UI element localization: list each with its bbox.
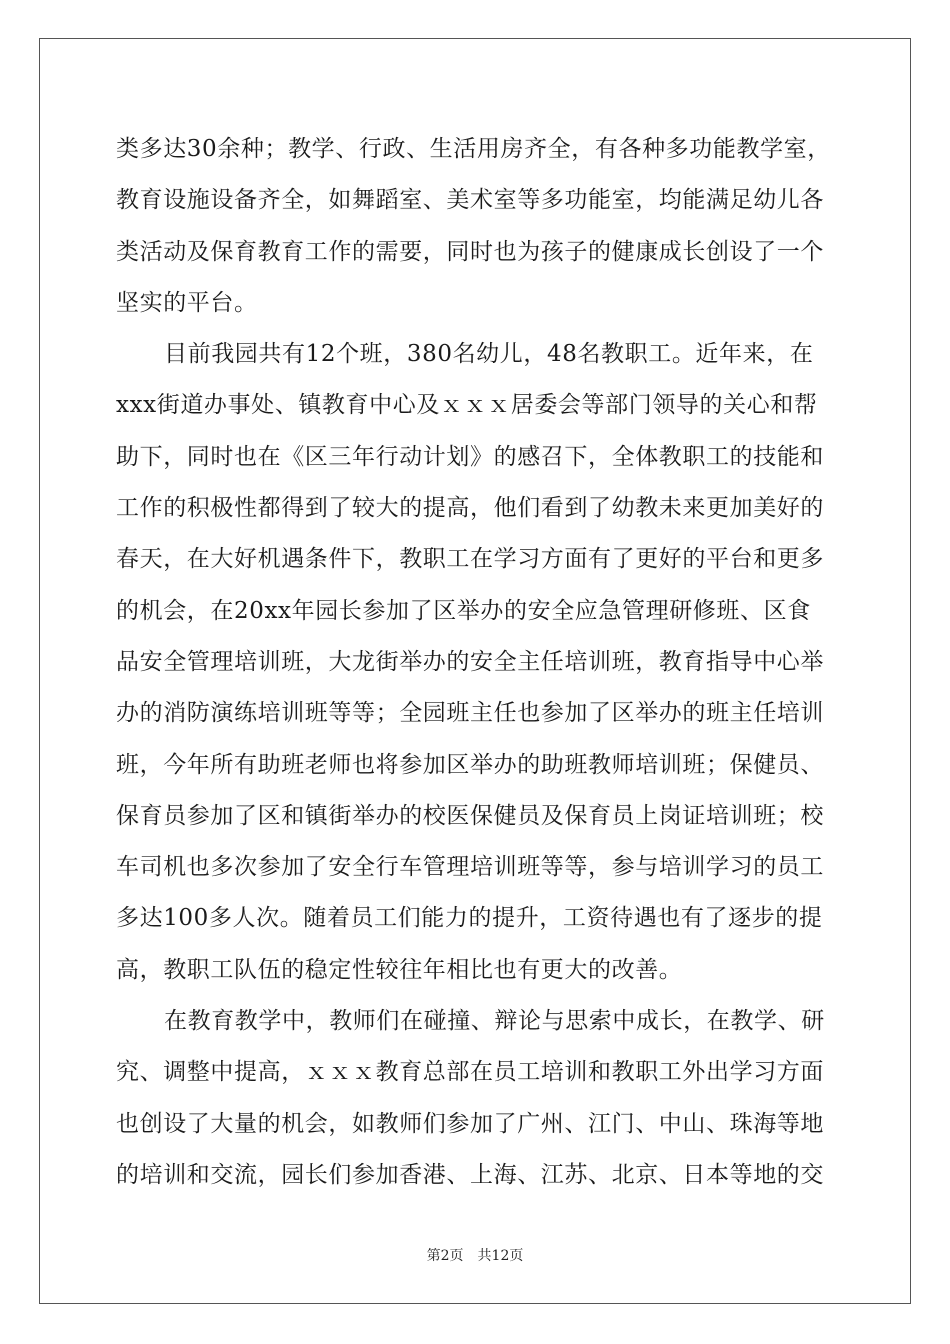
- text-line: 多达100多人次。随着员工们能力的提升，工资待遇也有了逐步的提: [116, 905, 823, 932]
- text-line: 目前我园共有12个班，380名幼儿，48名教职工。近年来，在: [164, 341, 814, 368]
- text-line: 保育员参加了区和镇街举办的校医保健员及保育员上岗证培训班；校: [116, 802, 824, 829]
- text-line: 高，教职工队伍的稳定性较往年相比也有更大的改善。: [116, 956, 683, 983]
- text-line: 车司机也多次参加了安全行车管理培训班等等，参与培训学习的员工: [116, 854, 824, 881]
- text-line: 助下，同时也在《区三年行动计划》的感召下，全体教职工的技能和: [116, 443, 824, 470]
- text-line: 在教育教学中，教师们在碰撞、辩论与思索中成长，在教学、研: [164, 1008, 825, 1035]
- text-line: 坚实的平台。: [116, 289, 258, 316]
- text-line: 的培训和交流，园长们参加香港、上海、江苏、北京、日本等地的交: [116, 1161, 824, 1188]
- text-line: 工作的积极性都得到了较大的提高，他们看到了幼教未来更加美好的: [116, 495, 824, 522]
- text-line: 类多达30余种；教学、行政、生活用房齐全，有各种多功能教学室，: [116, 136, 831, 162]
- text-line: 究、调整中提高，ｘｘｘ教育总部在员工培训和教职工外出学习方面: [116, 1059, 824, 1086]
- text-line: 班，今年所有助班老师也将参加区举办的助班教师培训班；保健员、: [116, 751, 824, 778]
- text-line: 类活动及保育教育工作的需要，同时也为孩子的健康成长创设了一个: [116, 238, 824, 265]
- text-line: 春天，在大好机遇条件下，教职工在学习方面有了更好的平台和更多: [116, 546, 824, 573]
- text-line: 的机会，在20xx年园长参加了区举办的安全应急管理研修班、区食: [116, 597, 811, 624]
- text-line: 也创设了大量的机会，如教师们参加了广州、江门、中山、珠海等地: [116, 1110, 824, 1137]
- page-footer: [0, 1245, 950, 1265]
- paragraph-3: [116, 996, 836, 1201]
- paragraph-2: [116, 329, 836, 996]
- paragraph-1: [116, 124, 836, 329]
- page-number: 第2页: [426, 1248, 464, 1264]
- text-line: xxx街道办事处、镇教育中心及ｘｘｘ居委会等部门领导的关心和帮: [116, 392, 818, 419]
- page-total: 共12页: [477, 1248, 524, 1264]
- text-line: 办的消防演练培训班等等；全园班主任也参加了区举办的班主任培训: [116, 700, 824, 727]
- text-line: 品安全管理培训班，大龙街举办的安全主任培训班，教育指导中心举: [116, 648, 824, 675]
- text-line: 教育设施设备齐全，如舞蹈室、美术室等多功能室，均能满足幼儿各: [116, 187, 824, 214]
- document-body: [116, 124, 836, 1201]
